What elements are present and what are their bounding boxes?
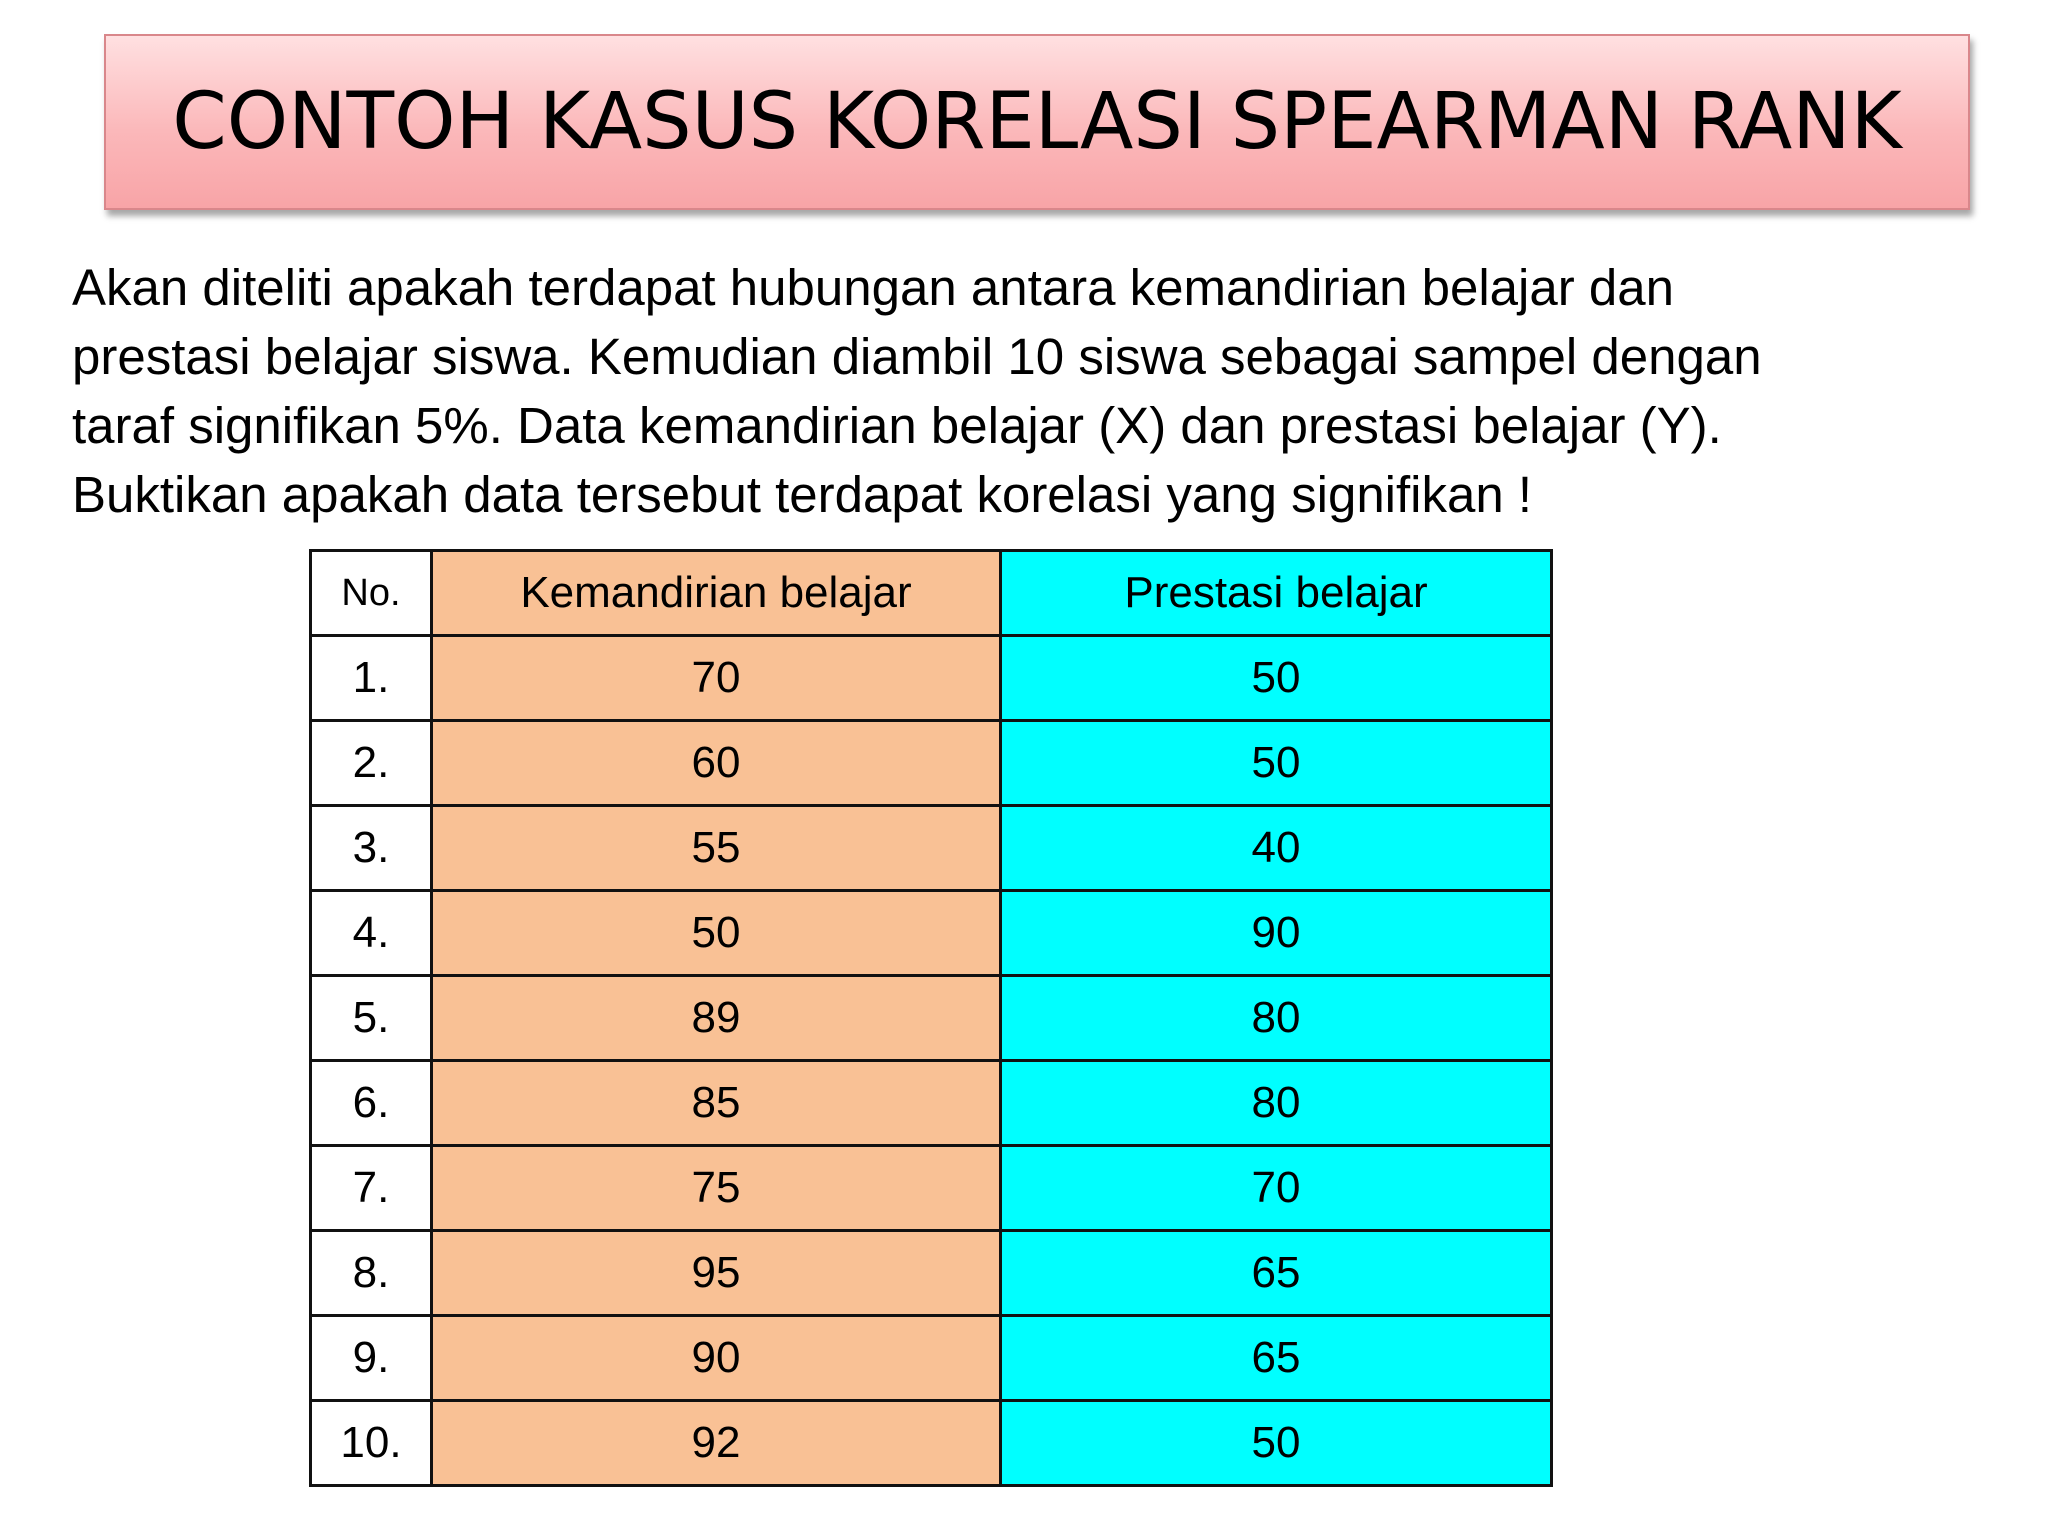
cell-kemandirian: 90 [432, 1316, 1001, 1401]
header-kemandirian: Kemandirian belajar [432, 551, 1001, 636]
cell-prestasi: 65 [1001, 1316, 1552, 1401]
slide-title: CONTOH KASUS KORELASI SPEARMAN RANK [172, 77, 1902, 167]
table-row [311, 1146, 1552, 1231]
cell-prestasi: 50 [1001, 636, 1552, 721]
table-row [311, 976, 1552, 1061]
table-row [311, 1316, 1552, 1401]
cell-kemandirian: 92 [432, 1401, 1001, 1486]
intro-line: taraf signifikan 5%. Data kemandirian belajar (X) dan prestasi belajar (Y). [72, 397, 1722, 454]
cell-kemandirian: 95 [432, 1231, 1001, 1316]
cell-prestasi: 90 [1001, 891, 1552, 976]
cell-no: 5. [311, 976, 432, 1061]
table-row [311, 1231, 1552, 1316]
table-row [311, 1061, 1552, 1146]
cell-prestasi: 65 [1001, 1231, 1552, 1316]
cell-no: 10. [311, 1401, 432, 1486]
intro-line: Buktikan apakah data tersebut terdapat korelasi yang signifikan ! [72, 466, 1533, 523]
cell-prestasi: 40 [1001, 806, 1552, 891]
slide-title-box [104, 34, 1970, 210]
cell-no: 2. [311, 721, 432, 806]
data-table [309, 549, 1553, 1487]
table-row [311, 636, 1552, 721]
table-row [311, 1401, 1552, 1486]
cell-kemandirian: 75 [432, 1146, 1001, 1231]
cell-no: 6. [311, 1061, 432, 1146]
cell-no: 8. [311, 1231, 432, 1316]
cell-no: 1. [311, 636, 432, 721]
header-no: No. [311, 551, 432, 636]
cell-kemandirian: 60 [432, 721, 1001, 806]
cell-prestasi: 50 [1001, 721, 1552, 806]
cell-prestasi: 80 [1001, 976, 1552, 1061]
cell-kemandirian: 50 [432, 891, 1001, 976]
intro-line: Akan diteliti apakah terdapat hubungan antara kemandirian belajar dan [72, 259, 1674, 316]
cell-kemandirian: 89 [432, 976, 1001, 1061]
intro-paragraph [72, 253, 2012, 529]
cell-no: 7. [311, 1146, 432, 1231]
cell-kemandirian: 55 [432, 806, 1001, 891]
cell-kemandirian: 85 [432, 1061, 1001, 1146]
cell-kemandirian: 70 [432, 636, 1001, 721]
table-row [311, 721, 1552, 806]
cell-no: 9. [311, 1316, 432, 1401]
cell-no: 4. [311, 891, 432, 976]
table-row [311, 891, 1552, 976]
table-row [311, 806, 1552, 891]
header-prestasi: Prestasi belajar [1001, 551, 1552, 636]
cell-prestasi: 80 [1001, 1061, 1552, 1146]
cell-no: 3. [311, 806, 432, 891]
intro-line: prestasi belajar siswa. Kemudian diambil 10 siswa sebagai sampel dengan [72, 328, 1762, 385]
table-header-row [311, 551, 1552, 636]
cell-prestasi: 70 [1001, 1146, 1552, 1231]
cell-prestasi: 50 [1001, 1401, 1552, 1486]
